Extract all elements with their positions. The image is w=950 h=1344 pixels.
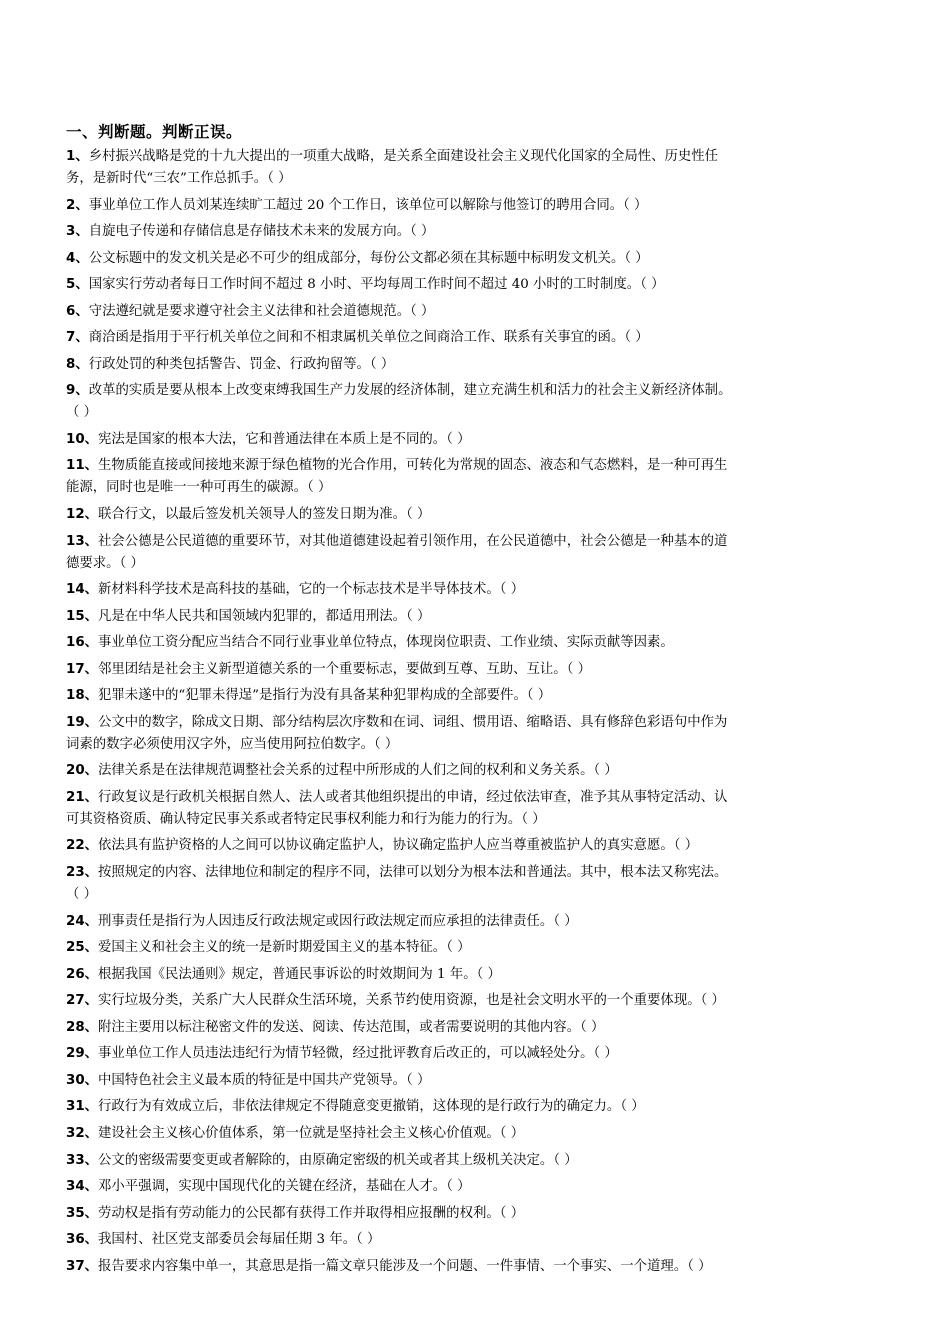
question-number: 1、 <box>66 149 89 164</box>
question-text: 中国特色社会主义最本质的特征是中国共产党领导。（ ） <box>98 1072 431 1088</box>
question-item <box>66 531 888 575</box>
question-item <box>66 1043 888 1065</box>
question-item <box>66 195 888 217</box>
question-text: 宪法是国家的根本大法，它和普通法律在本质上是不同的。（ ） <box>98 431 471 447</box>
question-item <box>66 606 888 628</box>
question-number: 4、 <box>66 250 89 266</box>
question-line <box>66 862 888 884</box>
question-line <box>66 301 888 323</box>
section-heading: 一、判断题。判断正误。 <box>66 123 243 141</box>
question-text: 劳动权是指有劳动能力的公民都有获得工作并取得相应报酬的权利。（ ） <box>98 1205 525 1221</box>
question-line <box>66 809 888 831</box>
question-line <box>66 835 888 857</box>
question-text: 行政处罚的种类包括警告、罚金、行政拘留等。（ ） <box>88 356 395 372</box>
question-text: 词素的数字必须使用汉字外，应当使用阿拉伯数字。（ ） <box>66 736 399 752</box>
question-number: 8、 <box>66 356 89 372</box>
question-line <box>66 1070 888 1092</box>
question-number: 28、 <box>66 1019 99 1035</box>
question-item <box>66 835 888 857</box>
question-number: 12、 <box>66 507 99 523</box>
question-text: 新材料科学技术是高科技的基础，它的一个标志技术是半导体技术。（ ） <box>98 582 525 598</box>
question-line <box>66 937 888 959</box>
question-number: 24、 <box>66 913 99 929</box>
question-number: 26、 <box>66 966 99 982</box>
question-number: 16、 <box>66 635 99 651</box>
question-item <box>66 1070 888 1092</box>
question-line <box>66 1017 888 1039</box>
question-text: 德要求。（ ） <box>66 555 144 571</box>
question-number: 3、 <box>66 224 89 240</box>
question-text: 报告要求内容集中单一，其意思是指一篇文章只能涉及一个问题、一件事情、一个事实、一个道理。（ ） <box>98 1258 712 1274</box>
question-item <box>66 354 888 376</box>
question-number: 20、 <box>66 763 99 779</box>
question-text: 乡村振兴战略是党的十九大提出的一项重大战略，是关系全面建设社会主义现代化国家的全局性、历史性任 <box>88 149 719 164</box>
question-item <box>66 787 888 831</box>
question-text: 邓小平强调，实现中国现代化的关键在经济，基础在人才。（ ） <box>98 1179 471 1195</box>
question-item <box>66 429 888 451</box>
question-line <box>66 248 888 270</box>
question-item <box>66 1150 888 1172</box>
question-text: 犯罪未遂中的“犯罪未得逞”是指行为没有具备某种犯罪构成的全部要件。（ ） <box>98 688 552 704</box>
question-number: 30、 <box>66 1072 99 1088</box>
question-item <box>66 327 888 349</box>
question-number: 35、 <box>66 1205 99 1221</box>
question-line <box>66 429 888 451</box>
question-text: 依法具有监护资格的人之间可以协议确定监护人，协议确定监护人应当尊重被监护人的真实意愿。（ ） <box>98 838 699 854</box>
question-item <box>66 659 888 681</box>
question-line <box>66 354 888 376</box>
question-number: 15、 <box>66 608 99 624</box>
question-text: 行政行为有效成立后，非依法律规定不得随意变更撤销，这体现的是行政行为的确定力。（ ） <box>98 1099 645 1115</box>
question-text: （ ） <box>66 405 98 421</box>
question-text: 邻里团结是社会主义新型道德关系的一个重要标志，要做到互尊、互助、互让。（ ） <box>98 661 592 677</box>
question-item <box>66 146 888 190</box>
question-list <box>66 146 888 1282</box>
question-text: 社会公德是公民道德的重要环节，对其他道德建设起着引领作用，在公民道德中，社会公德是一种基本的道 <box>98 533 728 549</box>
question-text: 公文中的数字，除成文日期、部分结构层次序数和在词、词组、惯用语、缩略语、具有修辞色彩语句中作为 <box>98 714 728 730</box>
question-item <box>66 579 888 601</box>
question-line <box>66 685 888 707</box>
question-text: 实行垃圾分类，关系广大人民群众生活环境，关系节约使用资源，也是社会文明水平的一个重要体现。（ ） <box>98 993 725 1009</box>
question-item <box>66 632 888 654</box>
question-item <box>66 221 888 243</box>
question-line <box>66 455 888 477</box>
question-number: 7、 <box>66 330 89 346</box>
question-text: 改革的实质是要从根本上改变束缚我国生产力发展的经济体制，建立充满生机和活力的社会主义新经济体制。 <box>88 383 732 399</box>
question-line <box>66 1229 888 1251</box>
question-number: 9、 <box>66 383 89 399</box>
question-text: 按照规定的内容、法律地位和制定的程序不同，法律可以划分为根本法和普通法。其中，根本法又称宪法。 <box>98 865 728 881</box>
question-item <box>66 1096 888 1118</box>
question-line <box>66 1043 888 1065</box>
question-text: 公文标题中的发文机关是必不可少的组成部分，每份公文都必须在其标题中标明发文机关。（ ） <box>88 250 649 266</box>
question-text: 公文的密级需要变更或者解除的，由原确定密级的机关或者其上级机关决定。（ ） <box>98 1152 578 1168</box>
question-text: 事业单位工作人员违法违纪行为情节轻微，经过批评教育后改正的，可以减轻处分。（ ） <box>98 1046 618 1062</box>
question-number: 19、 <box>66 714 99 730</box>
question-number: 22、 <box>66 838 99 854</box>
question-number: 13、 <box>66 533 99 549</box>
question-text: 联合行文，以最后签发机关领导人的签发日期为准。（ ） <box>98 507 431 523</box>
question-item <box>66 1256 888 1278</box>
question-number: 14、 <box>66 582 99 598</box>
question-number: 29、 <box>66 1046 99 1062</box>
question-item <box>66 1017 888 1039</box>
question-number: 21、 <box>66 789 99 805</box>
question-number: 25、 <box>66 940 99 956</box>
question-line <box>66 1203 888 1225</box>
question-number: 37、 <box>66 1258 99 1274</box>
question-number: 11、 <box>66 458 99 474</box>
question-line <box>66 606 888 628</box>
question-item <box>66 1203 888 1225</box>
question-item <box>66 990 888 1012</box>
question-number: 18、 <box>66 688 99 704</box>
question-line <box>66 531 888 553</box>
question-text: 凡是在中华人民共和国领域内犯罪的，都适用刑法。（ ） <box>98 608 431 624</box>
question-line <box>66 712 888 734</box>
question-item <box>66 1176 888 1198</box>
question-line <box>66 760 888 782</box>
question-item <box>66 274 888 296</box>
question-line <box>66 1123 888 1145</box>
question-text: 行政复议是行政机关根据自然人、法人或者其他组织提出的申请，经过依法审查，准予其从事特定活动、认 <box>98 789 728 805</box>
question-text: 商洽函是指用于平行机关单位之间和不相隶属机关单位之间商洽工作、联系有关事宜的函。（ ） <box>88 330 649 346</box>
question-text: 可其资格资质、确认特定民事关系或者特定民事权利能力和行为能力的行为。（ ） <box>66 811 546 827</box>
question-line <box>66 579 888 601</box>
question-item <box>66 1123 888 1145</box>
question-line <box>66 659 888 681</box>
question-text: 能源，同时也是唯一一种可再生的碳源。（ ） <box>66 480 332 496</box>
question-line <box>66 734 888 756</box>
question-number: 10、 <box>66 431 99 447</box>
question-number: 6、 <box>66 303 89 319</box>
question-text: 生物质能直接或间接地来源于绿色植物的光合作用，可转化为常规的固态、液态和气态燃料，是一种可再生 <box>98 458 728 474</box>
question-line <box>66 168 888 190</box>
question-number: 32、 <box>66 1125 99 1141</box>
question-text: 法律关系是在法律规范调整社会关系的过程中所形成的人们之间的权利和义务关系。（ ） <box>98 763 618 779</box>
question-line <box>66 195 888 217</box>
question-line <box>66 504 888 526</box>
question-item <box>66 380 888 424</box>
question-text: 刑事责任是指行为人因违反行政法规定或因行政法规定而应承担的法律责任。（ ） <box>98 913 578 929</box>
question-text: 自旋电子传递和存储信息是存储技术未来的发展方向。（ ） <box>88 224 435 240</box>
question-line <box>66 990 888 1012</box>
question-number: 17、 <box>66 661 99 677</box>
question-text: 建设社会主义核心价值体系，第一位就是坚持社会主义核心价值观。（ ） <box>98 1125 525 1141</box>
question-line <box>66 274 888 296</box>
question-text: 根据我国《民法通则》规定，普通民事诉讼的时效期间为 1 年。（ ） <box>98 966 501 982</box>
question-number: 33、 <box>66 1152 99 1168</box>
question-number: 34、 <box>66 1179 99 1195</box>
question-item <box>66 1229 888 1251</box>
question-item <box>66 248 888 270</box>
question-number: 36、 <box>66 1232 99 1248</box>
question-item <box>66 685 888 707</box>
question-line <box>66 911 888 933</box>
question-item <box>66 301 888 323</box>
question-line <box>66 553 888 575</box>
question-item <box>66 455 888 499</box>
question-line <box>66 964 888 986</box>
question-text: 事业单位工作人员刘某连续旷工超过 20 个工作日，该单位可以解除与他签订的聘用合同。（ ） <box>88 197 648 213</box>
question-line <box>66 1150 888 1172</box>
question-text: 附注主要用以标注秘密文件的发送、阅读、传达范围，或者需要说明的其他内容。（ ） <box>98 1019 605 1035</box>
question-line <box>66 1176 888 1198</box>
question-line <box>66 884 888 906</box>
question-line <box>66 380 888 402</box>
question-line <box>66 327 888 349</box>
question-text: 爱国主义和社会主义的统一是新时期爱国主义的基本特征。（ ） <box>98 940 471 956</box>
question-line <box>66 146 888 168</box>
question-line <box>66 221 888 243</box>
question-line <box>66 632 888 654</box>
question-number: 23、 <box>66 865 99 881</box>
question-number: 31、 <box>66 1099 99 1115</box>
question-item <box>66 964 888 986</box>
question-number: 27、 <box>66 993 99 1009</box>
question-text: （ ） <box>66 887 98 903</box>
question-number: 2、 <box>66 197 89 213</box>
question-line <box>66 1256 888 1278</box>
question-number: 5、 <box>66 277 89 293</box>
question-text: 我国村、社区党支部委员会每届任期 3 年。（ ） <box>98 1232 381 1248</box>
question-item <box>66 504 888 526</box>
question-text: 务，是新时代“三农”工作总抓手。（ ） <box>66 171 292 186</box>
question-item <box>66 862 888 906</box>
question-text: 国家实行劳动者每日工作时间不超过 8 小时、平均每周工作时间不超过 40 小时的工时制度。（ ） <box>88 277 665 293</box>
question-item <box>66 712 888 756</box>
question-text: 事业单位工资分配应当结合不同行业事业单位特点，体现岗位职责、工作业绩、实际贡献等因素。 <box>98 635 674 651</box>
question-line <box>66 787 888 809</box>
question-item <box>66 760 888 782</box>
question-line <box>66 477 888 499</box>
question-item <box>66 937 888 959</box>
question-item <box>66 911 888 933</box>
question-line <box>66 402 888 424</box>
question-text: 守法遵纪就是要求遵守社会主义法律和社会道德规范。（ ） <box>88 303 435 319</box>
question-line <box>66 1096 888 1118</box>
